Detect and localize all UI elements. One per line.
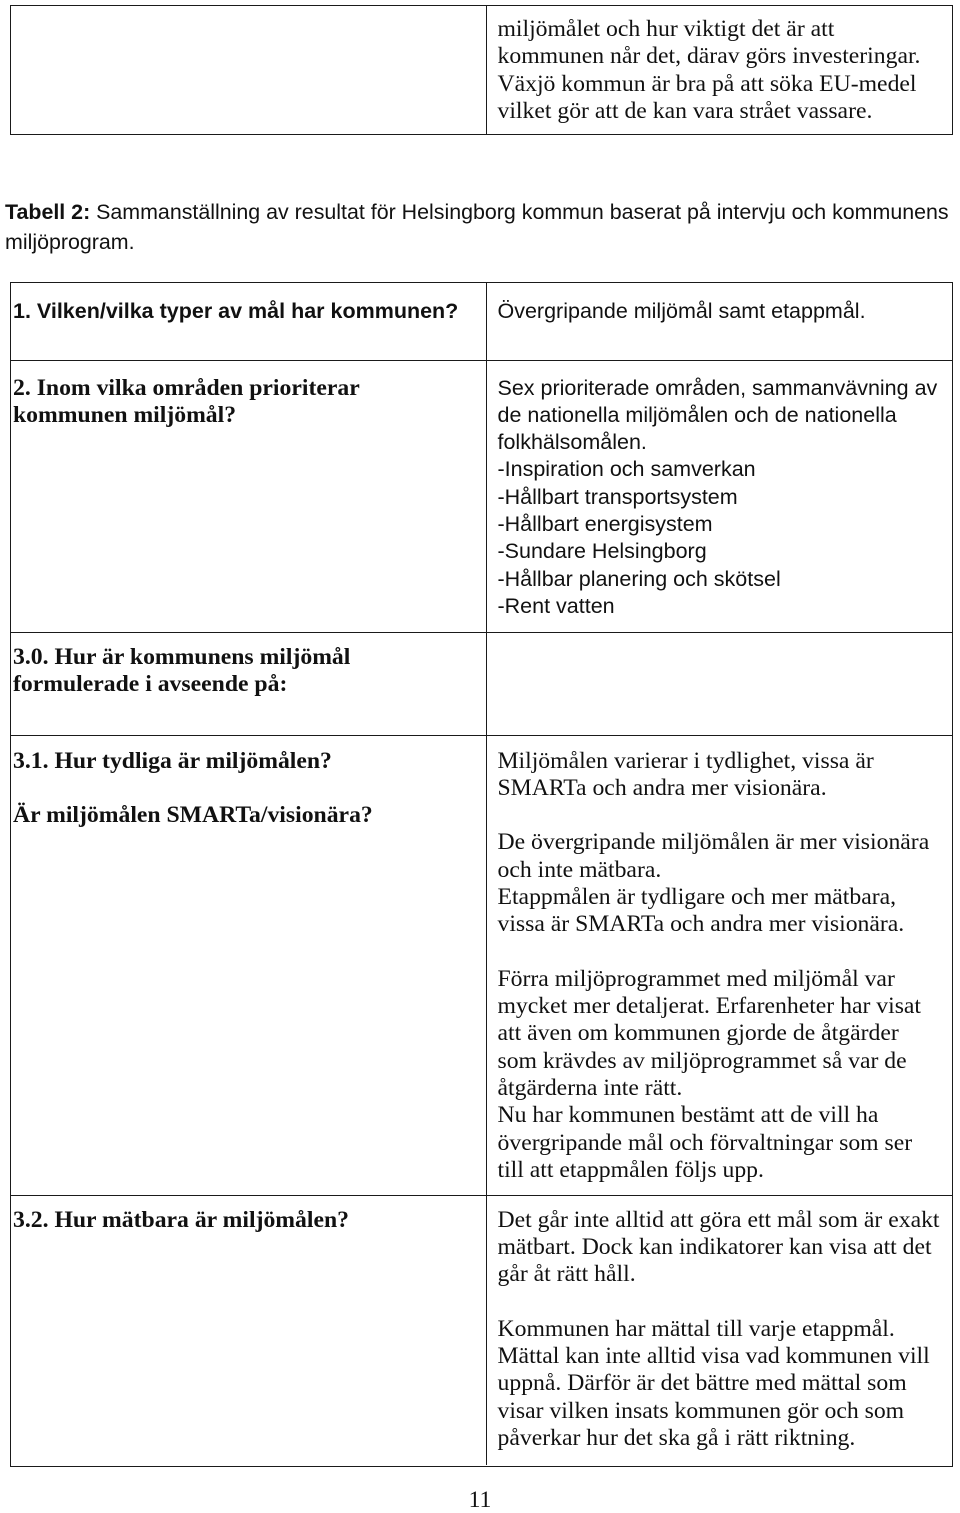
paragraph <box>498 829 953 938</box>
text-line: 3.0. Hur är kommunens miljömål <box>13 643 351 670</box>
table-row <box>11 283 952 360</box>
answer-cell <box>487 6 953 134</box>
text-line: visar vilken insats kommunen gör och som <box>497 1397 905 1424</box>
text-line: SMARTa och andra mer visionära. <box>497 774 827 801</box>
text-line: -Inspiration och samverkan <box>497 457 756 482</box>
text-line: och inte mätbara. <box>497 856 662 883</box>
paragraph <box>498 1316 953 1452</box>
caption-text: Sammanställning av resultat för Helsingborg kommun baserat på intervju och kommunens <box>96 200 949 224</box>
text-line: uppnå. Därför är det bättre med mättal som <box>497 1370 907 1397</box>
text-line: Förra miljöprogrammet med miljömål var <box>497 965 895 992</box>
text-line: 1. Vilken/vilka typer av mål har kommunen? <box>13 299 459 323</box>
paragraph <box>498 966 953 1184</box>
text-line: kommunen når det, därav görs investeringar. <box>497 43 921 70</box>
text-line: påverkar hur det ska gå i rätt riktning. <box>497 1424 856 1451</box>
caption-line <box>5 227 949 257</box>
page-number: 11 <box>468 1487 492 1513</box>
text-line: Sex prioriterade områden, sammanvävning av <box>497 375 938 400</box>
paragraph <box>498 298 953 325</box>
text-line: 3.2. Hur mätbara är miljömålen? <box>13 1206 349 1233</box>
answer-cell <box>487 283 953 360</box>
paragraph <box>13 644 486 699</box>
answer-cell <box>487 736 953 1195</box>
text-line: till att etappmålen följs upp. <box>497 1156 764 1183</box>
text-line: formulerade i avseende på: <box>13 670 288 697</box>
paragraph <box>498 1207 953 1289</box>
text-line: -Hållbar planering och skötsel <box>497 566 781 591</box>
text-line: vissa är SMARTa och andra mer visionära. <box>497 911 905 938</box>
text-line: Nu har kommunen bestämt att de vill ha <box>497 1102 879 1129</box>
text-line: Mättal kan inte alltid visa vad kommunen vill <box>497 1342 930 1369</box>
table-row <box>11 632 952 735</box>
text-line: Det går inte alltid att göra ett mål som är exakt <box>497 1206 940 1233</box>
text-line: som krävdes av miljöprogrammet så var de <box>497 1047 907 1074</box>
paragraph <box>13 298 486 325</box>
table-row <box>11 1195 952 1466</box>
answer-cell <box>487 361 953 632</box>
caption-label: Tabell 2: <box>5 200 91 224</box>
paragraph <box>13 1207 486 1234</box>
text-line: vilket gör att de kan vara strået vassare. <box>497 97 873 124</box>
text-line: kommunen miljömål? <box>13 401 237 428</box>
results-table <box>10 282 953 1467</box>
paragraph <box>498 748 953 803</box>
text-line: Övergripande miljömål samt etappmål. <box>497 299 866 323</box>
text-line: folkhälsomålen. <box>497 430 647 455</box>
paragraph <box>498 375 953 621</box>
question-cell <box>11 283 487 360</box>
text-line: mätbart. Dock kan indikatorer kan visa att det <box>497 1233 932 1260</box>
text-line: Växjö kommun är bra på att söka EU-medel <box>497 70 917 97</box>
text-line: mycket mer detaljerat. Erfarenheter har visat <box>497 993 922 1020</box>
answer-cell <box>487 1196 953 1466</box>
text-line: Etappmålen är tydligare och mer mätbara, <box>497 883 897 910</box>
previous-table-continuation <box>10 5 953 135</box>
text-line: 3.1. Hur tydliga är miljömålen? <box>13 747 332 774</box>
text-line: Är miljömålen SMARTa/visionära? <box>13 802 373 829</box>
question-cell <box>11 361 487 632</box>
text-line: övergripande mål och förvaltningar som ser <box>497 1129 913 1156</box>
text-line: Miljömålen varierar i tydlighet, vissa är <box>497 747 874 774</box>
text-line: 2. Inom vilka områden prioriterar <box>13 374 360 401</box>
paragraph <box>13 748 486 775</box>
text-line: De övergripande miljömålen är mer visionära <box>497 829 930 856</box>
answer-cell <box>487 633 953 735</box>
text-line: -Hållbart transportsystem <box>497 484 738 509</box>
paragraph <box>13 375 486 430</box>
text-line: de nationella miljömålen och de nationella <box>497 402 897 427</box>
question-cell <box>11 736 487 1195</box>
table-row <box>11 360 952 632</box>
caption-text: miljöprogram. <box>5 230 135 254</box>
text-line: -Sundare Helsingborg <box>497 539 707 564</box>
text-line: Kommunen har mättal till varje etappmål. <box>497 1315 895 1342</box>
caption-line <box>5 197 949 227</box>
table-row <box>11 735 952 1195</box>
table-caption <box>5 197 949 257</box>
question-cell <box>11 6 487 134</box>
question-cell <box>11 633 487 735</box>
question-cell <box>11 1196 487 1466</box>
text-line: -Hållbart energisystem <box>497 511 713 536</box>
text-line: går åt rätt håll. <box>497 1261 636 1288</box>
text-line: att även om kommunen gjorde de åtgärder <box>497 1020 899 1047</box>
text-line: åtgärderna inte rätt. <box>497 1075 683 1102</box>
text-line: miljömålet och hur viktigt det är att <box>497 16 835 42</box>
paragraph <box>13 802 486 829</box>
text-line: -Rent vatten <box>497 593 615 618</box>
paragraph <box>498 16 953 125</box>
